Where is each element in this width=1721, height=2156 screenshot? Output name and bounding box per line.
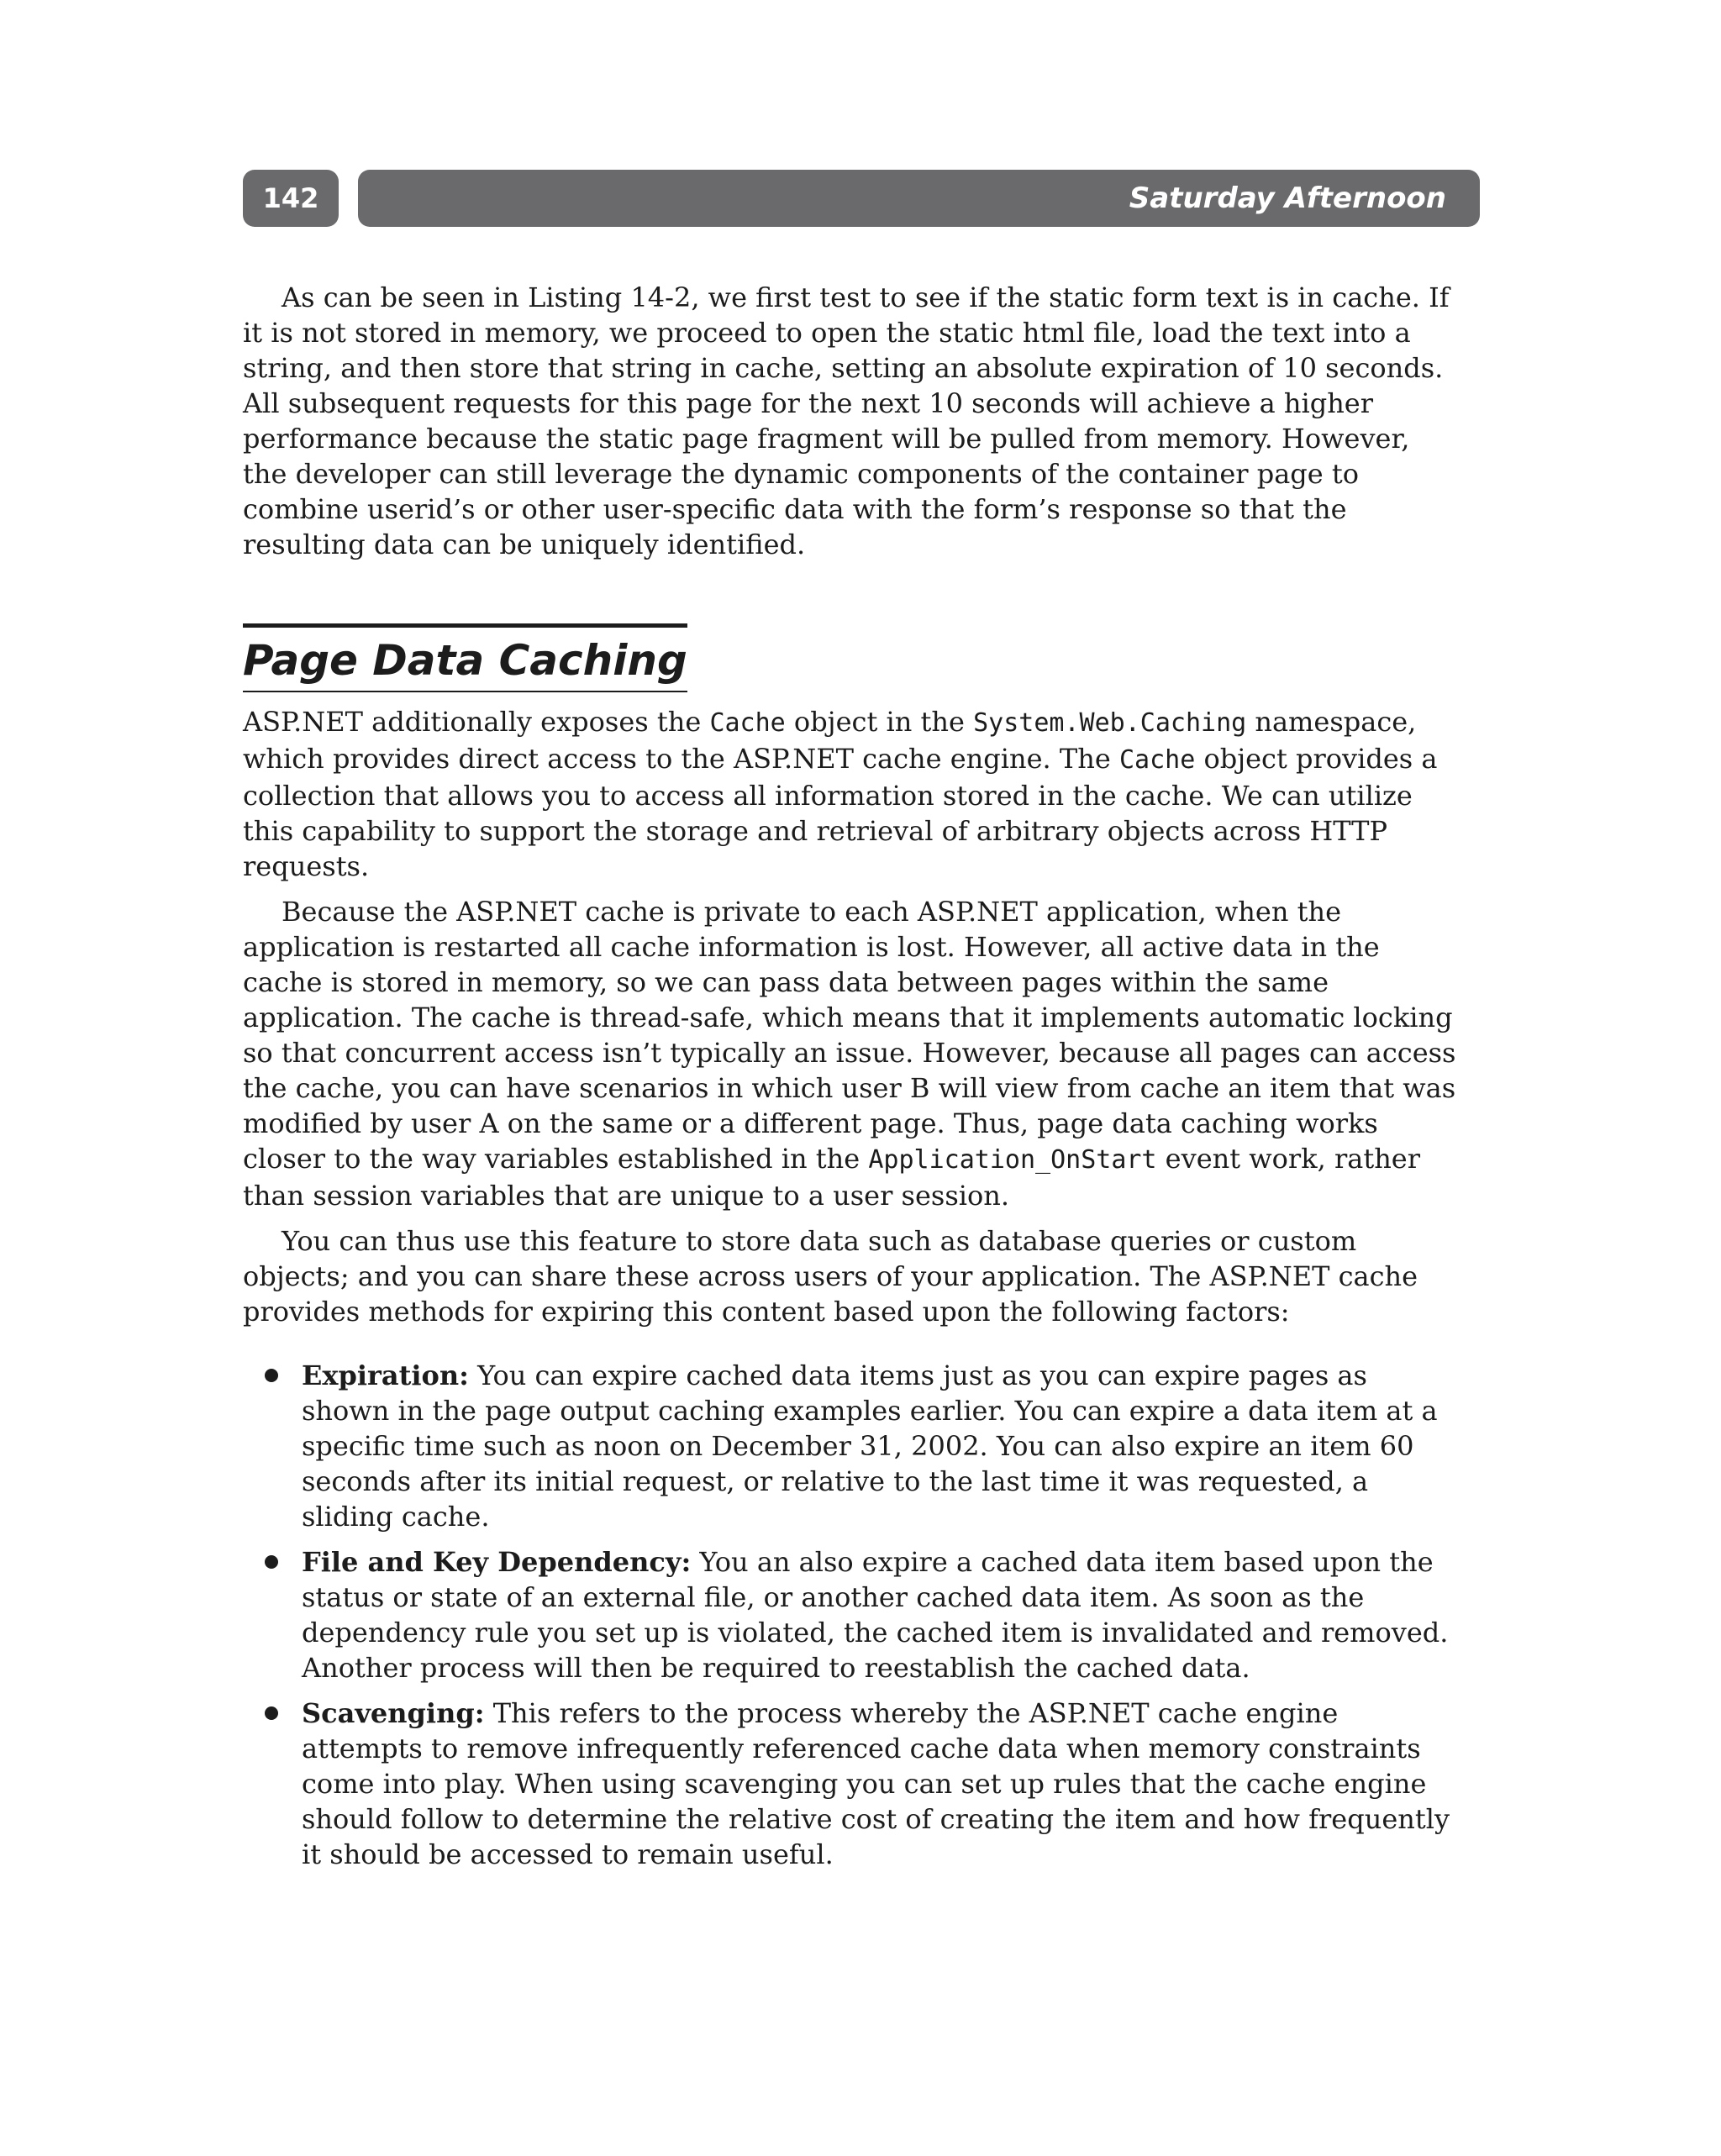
code-cache: Cache: [1118, 745, 1196, 775]
bullet-term: Expiration:: [302, 1359, 469, 1391]
page-body: [243, 280, 1457, 1882]
page-number: 142: [243, 170, 339, 227]
section-heading-rule: [243, 623, 687, 692]
code-namespace: System.Web.Caching: [973, 708, 1247, 738]
paragraph-cache-object: ASP.NET additionally exposes the Cache object in the System.Web.Caching namespace, which provides direct access to the ASP.NET cache engine. The Cache object provides a collection that allows you to access all information stored in the cache. We can utilize this capability to support the storage and retrieval of arbitrary objects across HTTP requests.: [243, 706, 1438, 882]
page-header: [243, 170, 1480, 227]
section-heading: Page Data Caching: [243, 636, 687, 685]
list-item: [243, 1358, 1457, 1534]
running-title: Saturday Afternoon: [1129, 181, 1446, 215]
running-header-bar: [358, 170, 1480, 227]
bullet-icon: [265, 1369, 278, 1382]
bullet-text: This refers to the process whereby the ASP.NET cache engine attempts to remove infrequently referenced cache data when memory constraints come into play. When using scavenging you can set up rules that the cache engine should follow to determine the relative cost of creating the item and how frequently it should be accessed to remain useful.: [302, 1697, 1450, 1870]
list-item: [243, 1544, 1457, 1685]
bullet-term: File and Key Dependency:: [302, 1546, 692, 1578]
code-cache: Cache: [709, 708, 786, 738]
bullet-icon: [265, 1706, 278, 1720]
expiration-factors-list: [243, 1358, 1457, 1872]
paragraph-use-feature: You can thus use this feature to store data such as database queries or custom objects; and you can share these across users of your application. The ASP.NET cache provides methods for expiring this content based upon the following factors:: [243, 1225, 1418, 1328]
bullet-text: You an also expire a cached data item based upon the status or state of an external file, or another cached data item. As soon as the dependency rule you set up is violated, the cached item is invalidated and removed. Another process will then be required to reestablish the cached data.: [302, 1546, 1449, 1684]
code-application-onstart: Application_OnStart: [868, 1145, 1157, 1175]
intro-paragraph: As can be seen in Listing 14-2, we first test to see if the static form text is in cache. If it is not stored in memory, we proceed to open the static html file, load the text into a string, and then store that string in cache, setting an absolute expiration of 10 seconds. All subsequent requests for this page for the next 10 seconds will achieve a higher performance because the static page fragment will be pulled from memory. However, the developer can still leverage the dynamic components of the container page to combine userid’s or other user-specific data with the form’s response so that the resulting data can be uniquely identified.: [243, 281, 1450, 560]
list-item: [243, 1696, 1457, 1872]
bullet-icon: [265, 1555, 278, 1569]
bullet-text: You can expire cached data items just as you can expire pages as shown in the page output caching examples earlier. You can expire a data item at a specific time such as noon on December 31, 2002. You can also expire an item 60 seconds after its initial request, or relative to the last time it was requested, a sliding cache.: [302, 1359, 1438, 1533]
paragraph-private-cache: Because the ASP.NET cache is private to each ASP.NET application, when the application is restarted all cache information is lost. However, all active data in the cache is stored in memory, so we can pass data between pages within the same application. The cache is thread-safe, which means that it implements automatic locking so that concurrent access isn’t typically an issue. However, because all pages can access the cache, you can have scenarios in which user B will view from cache an item that was modified by user A on the same or a different page. Thus, page data caching works closer to the way variables established in the Application_OnStart event work, rather than session variables that are unique to a user session.: [243, 896, 1456, 1212]
bullet-term: Scavenging:: [302, 1697, 485, 1729]
